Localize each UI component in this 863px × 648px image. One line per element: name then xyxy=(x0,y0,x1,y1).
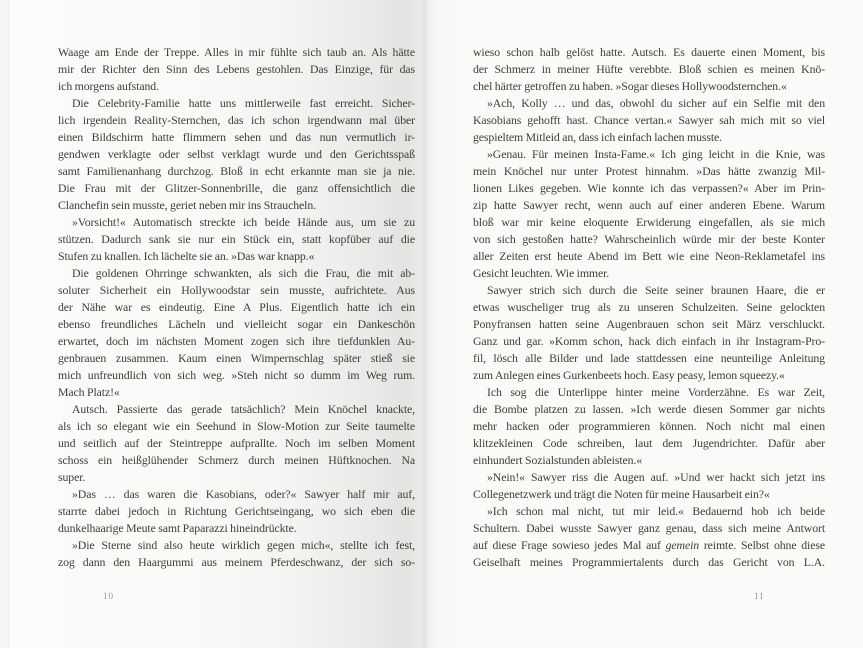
text-line: mir der Richter den Sinn des Lebens gestohlen. Das Einzige, für das xyxy=(58,62,415,76)
text-line: einhundert Sozialstunden ableisten.« xyxy=(473,453,643,467)
text-line: stützen. Dadurch sank sie nur ein Stück ein, statt kopfüber auf die xyxy=(58,232,415,246)
text-line: dunkelhaarige Meute samt Paparazzi hineindrückte. xyxy=(58,521,297,535)
text-line: Collegenetzwerk und trägt die Noten für meine Hausarbeit ein?« xyxy=(473,487,770,501)
text-line: Schultern. Dabei wusste Sawyer ganz genau, dass sich meine Antwort xyxy=(473,521,825,535)
text-line: erwartet, doch im nächsten Moment zogen sich ihre tiefdunklen Au- xyxy=(58,334,415,348)
text-line: mich unfreundlich von sich weg. »Steh nicht so dumm im Weg rum. xyxy=(58,368,415,382)
text-line: Autsch. Passierte das gerade tatsächlich? Mein Knöchel knackte, xyxy=(72,402,415,416)
right-page[interactable] xyxy=(427,0,863,648)
text-line: etwas wuscheliger trug als zu unseren Schulzeiten. Seine gelockten xyxy=(473,300,825,314)
text-line: aller Zeiten erst heute Abend im Bett wie eine Neon-Reklametafel ins xyxy=(473,249,825,263)
text-line: klitzekleinen Code schreiben, laut dem Jugendrichter. Dafür aber xyxy=(473,436,825,450)
text-line: Die Celebrity-Familie hatte uns mittlerweile fast erreicht. Sicher- xyxy=(72,96,415,110)
text-line: »Ach, Kolly … und das, obwohl du sicher auf ein Selfie mit den xyxy=(487,96,825,110)
text-line: Gesicht leuchten. Wie immer. xyxy=(473,266,610,280)
text-line: ebenso freundliches Lächeln und vielleicht sogar ein Dankeschön xyxy=(58,317,415,331)
text-line: Kasobians gehofft hast. Chance vertan.« Sawyer sah mich mit so viel xyxy=(473,113,825,127)
left-text-column xyxy=(58,44,415,571)
text-line: super. xyxy=(58,470,86,484)
text-line: gendwen verklagte oder selbst verklagt wurde und den Gerichtsspaß xyxy=(58,147,415,161)
text-line: der Schmerz in meiner Hüfte verebbte. Bloß schien es meinen Knö- xyxy=(473,62,825,76)
left-page-edge-line xyxy=(8,0,9,648)
left-page-number: 10 xyxy=(103,592,114,602)
text-line: Die goldenen Ohrringe schwankten, als sich die Frau, die mit ab- xyxy=(72,266,415,280)
text-line: Ich sog die Unterlippe hinter meine Vorderzähne. Es war Zeit, xyxy=(487,385,825,399)
left-page-outer-edge xyxy=(0,0,8,648)
text-line: Geiselhaft meines Programmiertalents durch das Gericht von L.A. xyxy=(473,555,825,569)
text-line: soluter Sicherheit ein Hollywoodstar sein musste, aufrichtete. Aus xyxy=(58,283,415,297)
text-line: ich morgens aufstand. xyxy=(58,79,159,93)
text-line: zip hatte Sawyer recht, wenn auch auf einer anderen Ebene. Warum xyxy=(473,198,825,212)
text-line: Ponyfransen hatten seine Augenbrauen schon seit März verschluckt. xyxy=(473,317,825,331)
text-segment: reimte. Selbst ohne diese xyxy=(699,538,825,552)
text-line: zog dann den Haargummi aus meinem Pferdeschwanz, der sich so- xyxy=(58,555,415,569)
text-segment: auf diese Frage sowieso jedes Mal auf xyxy=(473,538,666,552)
text-line: Mach Platz!« xyxy=(58,385,120,399)
text-line: Stufen zu knallen. Ich lächelte sie an. »Das war knapp.« xyxy=(58,249,315,263)
text-line: »Das … das waren die Kasobians, oder?« Sawyer half mir auf, xyxy=(72,487,415,501)
text-line xyxy=(473,537,825,554)
text-line: schoss ein heißglühender Schmerz durch meinen Hüftknochen. Na xyxy=(58,453,415,467)
text-line: fil, lösch alle Bilder und lade stattdessen eine neunteilige Anleitung xyxy=(473,351,825,365)
text-line: bloß war mir keine eloquente Erwiderung eingefallen, als sie mich xyxy=(473,215,825,229)
text-line: »Ich schon mal nicht, tut mir leid.« Bedauernd hob ich beide xyxy=(487,504,825,518)
text-line: Waage am Ende der Treppe. Alles in mir fühlte sich taub an. Als hätte xyxy=(58,45,415,59)
text-line: einen Bildschirm hatte flimmern sehen und das nun vermutlich ir- xyxy=(58,130,415,144)
text-line: samt Familienanhang durchzog. Bloß in echt erkannte man sie ja nie. xyxy=(58,164,415,178)
text-line: Sawyer strich sich durch die Seite seiner braunen Haare, die er xyxy=(487,283,825,297)
text-line: gespieltem Mitleid an, dass ich einfach lachen musste. xyxy=(473,130,723,144)
text-line: Die Frau mit der Glitzer-Sonnenbrille, die ganz offensichtlich die xyxy=(58,181,415,195)
text-line: Clanchefin sein musste, geriet neben mir ins Straucheln. xyxy=(58,198,316,212)
left-page[interactable] xyxy=(0,0,427,648)
text-line: von sich gestoßen hatte? Wahrscheinlich würde mir der beste Konter xyxy=(473,232,825,246)
text-line: Ganz und gar. »Komm schon, hack dich einfach in ihr Instagram-Pro- xyxy=(473,334,825,348)
text-line: lionen Likes gegeben. Wie konnte ich das verpassen?« Aber im Prin- xyxy=(473,181,825,195)
text-line: starrte dabei jedoch in Richtung Gerichtseingang, wo sich eben die xyxy=(58,504,415,518)
text-line: genbrauen zusammen. Kaum einen Wimpernschlag später stieß sie xyxy=(58,351,415,365)
text-line: als ich so elegant wie ein Seehund in Slow-Motion zur Seite taumelte xyxy=(58,419,415,433)
right-text-column xyxy=(473,44,825,571)
text-line: zum Anlegen eines Gurkenbeets hoch. Easy peasy, lemon squeezy.« xyxy=(473,368,785,382)
text-line: die Bombe platzen zu lassen. »Ich werde diesen Sommer gar nichts xyxy=(473,402,825,416)
text-line: mein Knöchel nur unter Protest hinnahm. »Das hätte zwanzig Mil- xyxy=(473,164,825,178)
text-line: »Die Sterne sind also heute wirklich gegen mich«, stellte ich fest, xyxy=(72,538,415,552)
text-line: »Genau. Für meinen Insta-Fame.« Ich ging leicht in die Knie, was xyxy=(487,147,825,161)
text-line: der Nähe war es eindeutig. Eine A Plus. Eigentlich hatte ich ein xyxy=(58,300,415,314)
text-line: mehr hacken oder programmieren können. Noch nicht mal einen xyxy=(473,419,825,433)
right-page-number: 11 xyxy=(754,592,765,602)
text-line: »Nein!« Sawyer riss die Augen auf. »Und wer hackt sich jetzt ins xyxy=(487,470,825,484)
text-line: lich irgendein Reality-Sternchen, das ich schon irgendwann mal über xyxy=(58,113,415,127)
text-line: chel härter getroffen zu haben. »Sogar dieses Hollywoodsternchen.« xyxy=(473,79,787,93)
text-line: »Vorsicht!« Automatisch streckte ich beide Hände aus, um sie zu xyxy=(72,215,415,229)
italic-text: gemein xyxy=(665,538,700,552)
text-line: und seitlich auf der Steintreppe aufprallte. Noch im selben Moment xyxy=(58,436,415,450)
text-line: wieso schon halb gelöst hatte. Autsch. Es dauerte einen Moment, bis xyxy=(473,45,825,59)
